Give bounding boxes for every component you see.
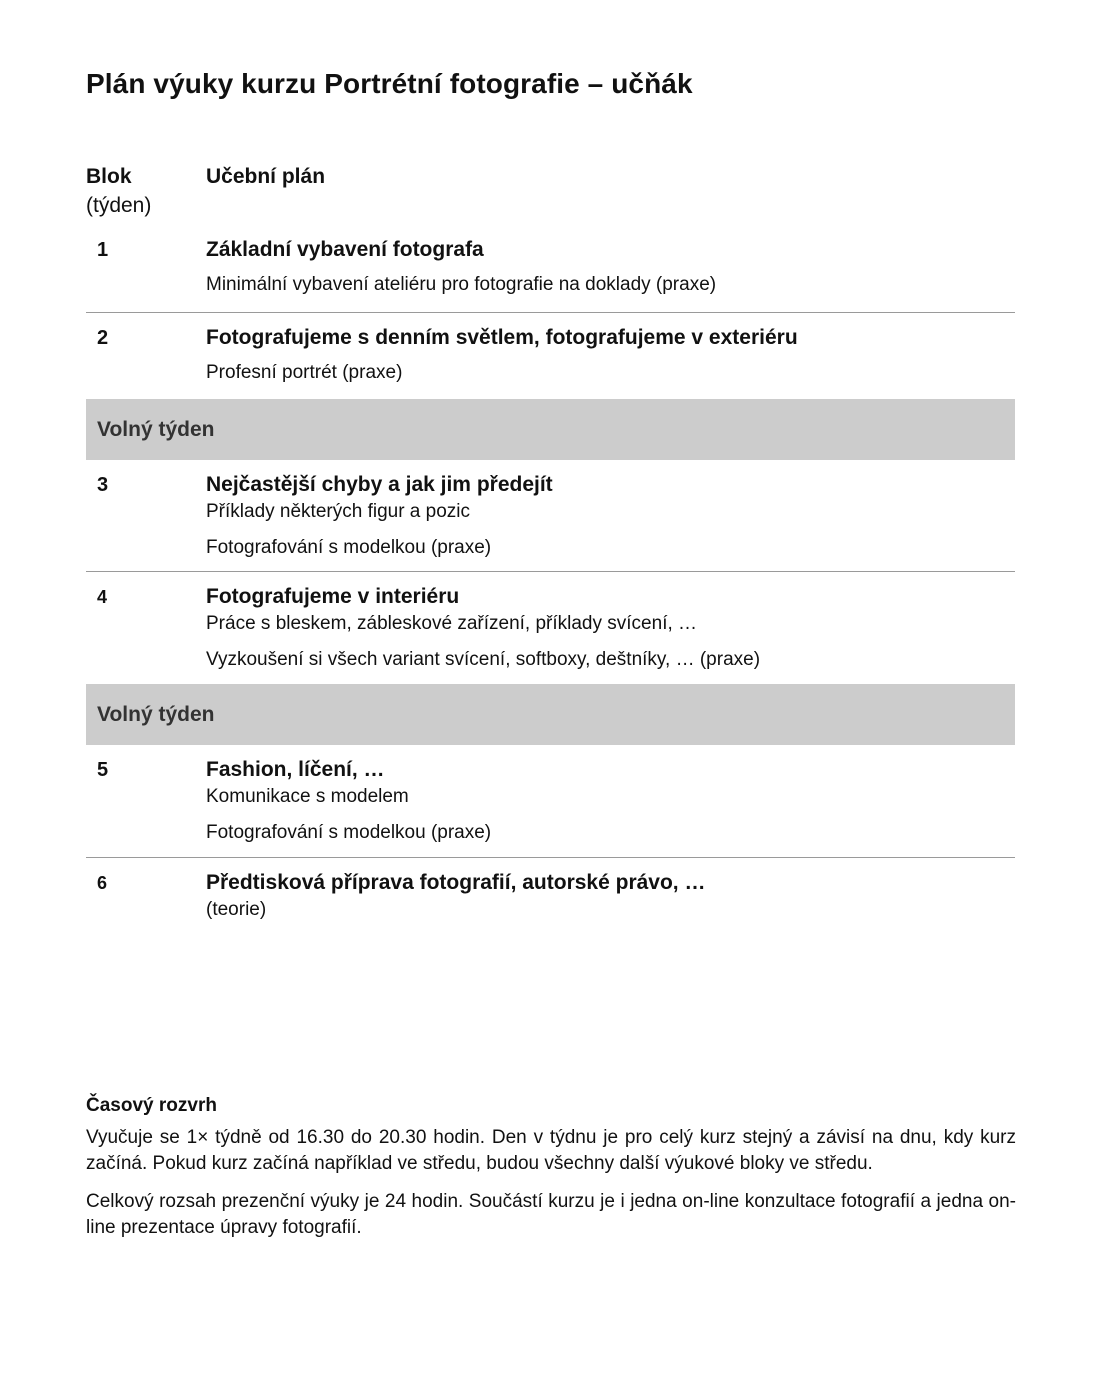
block-number: 4 [97,587,108,607]
block-subtitle: Práce s bleskem, zábleskové zařízení, příklady svícení, … [206,613,698,634]
block-row-2 [86,313,1015,399]
block-subtitle: Příklady některých figur a pozic [206,501,471,522]
header-plan-label: Učební plán [206,165,326,188]
block-number: 5 [97,759,109,781]
header-block-sublabel: (týden) [86,194,152,217]
block-title: Fashion, líčení, … [206,758,385,781]
schedule-heading: Časový rozvrh [86,1095,217,1116]
block-row-1 [86,232,1015,313]
block-row-6 [86,858,1015,928]
schedule-paragraph: Vyučuje se 1× týdně od 16.30 do 20.30 hodin. Den v týdnu je pro celý kurz stejný a závisí na dnu, kdy kurz začíná. Pokud kurz začíná například ve středu, budou všechny další výukové bloky ve středu. [86,1127,1016,1174]
block-title: Nejčastější chyby a jak jim předejít [206,473,553,496]
block-practice: Profesní portrét (praxe) [206,362,403,383]
block-number: 2 [97,327,109,349]
schedule-paragraph: Celkový rozsah prezenční výuky je 24 hodin. Součástí kurzu je i jedna on-line konzultace fotografií a jedna on-line prezentace úpravy fotografií. [86,1191,1016,1238]
header-block-column [86,162,206,232]
block-number: 6 [97,873,108,893]
block-practice: Vyzkoušení si všech variant svícení, softboxy, deštníky, … (praxe) [206,649,761,670]
block-subtitle: Komunikace s modelem [206,786,409,807]
block-practice: Fotografování s modelkou (praxe) [206,822,492,843]
block-number: 3 [97,474,109,496]
page-title: Plán výuky kurzu Portrétní fotografie – učňák [86,68,693,99]
block-subtitle: (teorie) [206,899,267,920]
block-practice: Fotografování s modelkou (praxe) [206,537,492,558]
header-plan-column [206,162,1015,232]
free-week-row: Volný týden [86,684,1015,745]
block-row-5 [86,745,1015,858]
free-week-row: Volný týden [86,399,1015,460]
header-block-label: Blok [86,165,132,188]
block-number: 1 [97,239,109,261]
block-title: Předtisková příprava fotografií, autorské právo, … [206,871,706,894]
block-row-3 [86,460,1015,572]
table-header [86,162,1015,232]
schedule-info [86,1093,1016,1241]
block-row-4 [86,572,1015,684]
block-title: Fotografujeme v interiéru [206,585,460,608]
schedule-table [86,162,1015,928]
block-practice: Minimální vybavení ateliéru pro fotografie na doklady (praxe) [206,274,717,295]
block-title: Základní vybavení fotografa [206,238,484,261]
block-title: Fotografujeme s denním světlem, fotografujeme v exteriéru [206,326,798,349]
